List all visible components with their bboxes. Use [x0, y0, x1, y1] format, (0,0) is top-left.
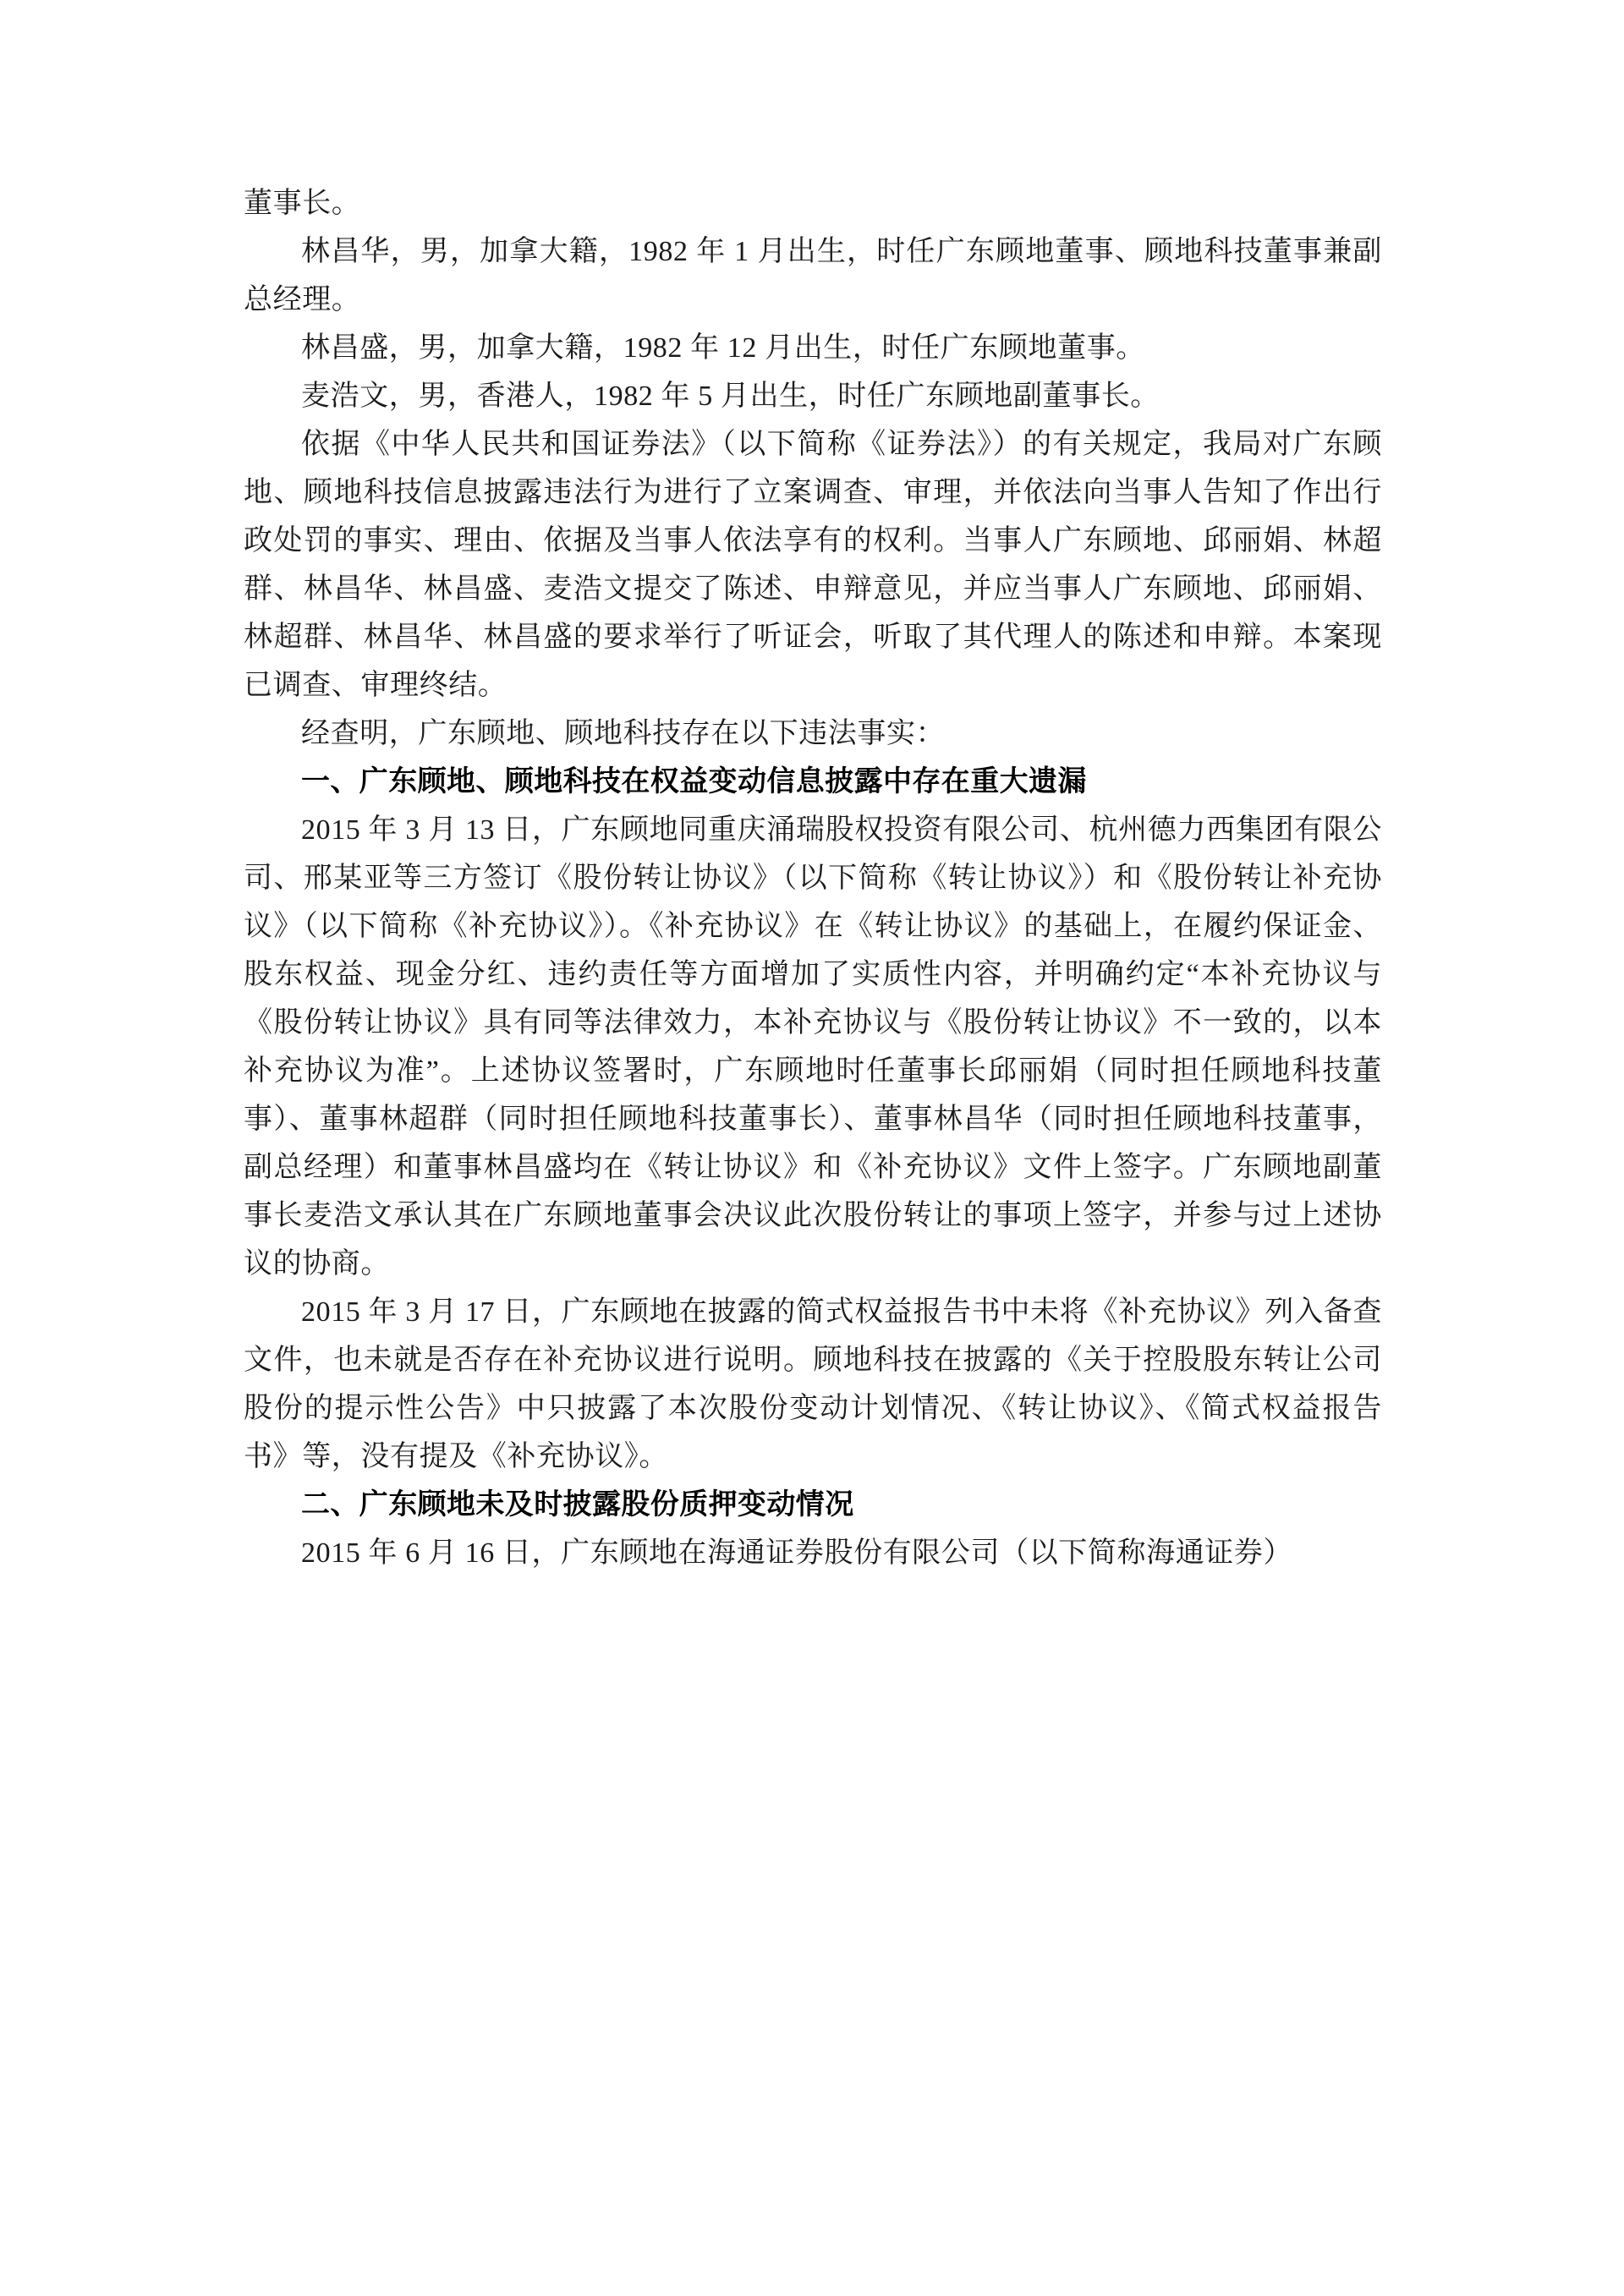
paragraph-agreement-signing: 2015 年 3 月 13 日，广东顾地同重庆涌瑞股权投资有限公司、杭州德力西集团有限公司、邢某亚等三方签订《股份转让协议》（以下简称《转让协议》）和《股份转让补充协议》（以下简称《补充协议》）。《补充协议》在《转让协议》的基础上，在履约保证金、股东权益、现金分红、违约责任等方面增加了实质性内容，并明确约定“本补充协议与《股份转让协议》具有同等法律效力，本补充协议与《股份转让协议》不一致的，以本补充协议为准”。上述协议签署时，广东顾地时任董事长邱丽娟（同时担任顾地科技董事）、董事林超群（同时担任顾地科技董事长）、董事林昌华（同时担任顾地科技董事，副总经理）和董事林昌盛均在《转让协议》和《补充协议》文件上签字。广东顾地副董事长麦浩文承认其在广东顾地董事会决议此次股份转让的事项上签字，并参与过上述协议的协商。 [244, 814, 1382, 1280]
paragraph-continuation: 董事长。 [244, 188, 361, 219]
paragraph-disclosure-omission: 2015 年 3 月 17 日，广东顾地在披露的简式权益报告书中未将《补充协议》列入备查文件，也未就是否存在补充协议进行说明。顾地科技在披露的《关于控股股东转让公司股份的提示性公告》中只披露了本次股份变动计划情况、《转让协议》、《简式权益报告书》等，没有提及《补充协议》。 [244, 1296, 1382, 1472]
paragraph-person-mai-haowen: 麦浩文，男，香港人，1982 年 5 月出生，时任广东顾地副董事长。 [301, 381, 1160, 412]
paragraph-pledge-disclosure: 2015 年 6 月 16 日，广东顾地在海通证券股份有限公司（以下简称海通证券） [301, 1537, 1293, 1569]
paragraph-legal-basis: 依据《中华人民共和国证券法》（以下简称《证券法》）的有关规定，我局对广东顾地、顾地科技信息披露违法行为进行了立案调查、审理，并依法向当事人告知了作出行政处罚的事实、理由、依据及当事人依法享有的权利。当事人广东顾地、邱丽娟、林超群、林昌华、林昌盛、麦浩文提交了陈述、申辩意见，并应当事人广东顾地、邱丽娟、林超群、林昌华、林昌盛的要求举行了听证会，听取了其代理人的陈述和申辩。本案现已调查、审理终结。 [244, 429, 1382, 701]
document-body [244, 179, 1382, 1577]
paragraph-person-lin-changsheng: 林昌盛，男，加拿大籍，1982 年 12 月出生，时任广东顾地董事。 [301, 332, 1145, 364]
paragraph-person-lin-changhua: 林昌华，男，加拿大籍，1982 年 1 月出生，时任广东顾地董事、顾地科技董事兼副总经理。 [244, 236, 1382, 315]
paragraph-findings-intro: 经查明，广东顾地、顾地科技存在以下违法事实： [301, 718, 946, 749]
section-heading-one: 一、广东顾地、顾地科技在权益变动信息披露中存在重大遗漏 [301, 765, 1087, 797]
section-heading-two: 二、广东顾地未及时披露股份质押变动情况 [301, 1488, 854, 1521]
